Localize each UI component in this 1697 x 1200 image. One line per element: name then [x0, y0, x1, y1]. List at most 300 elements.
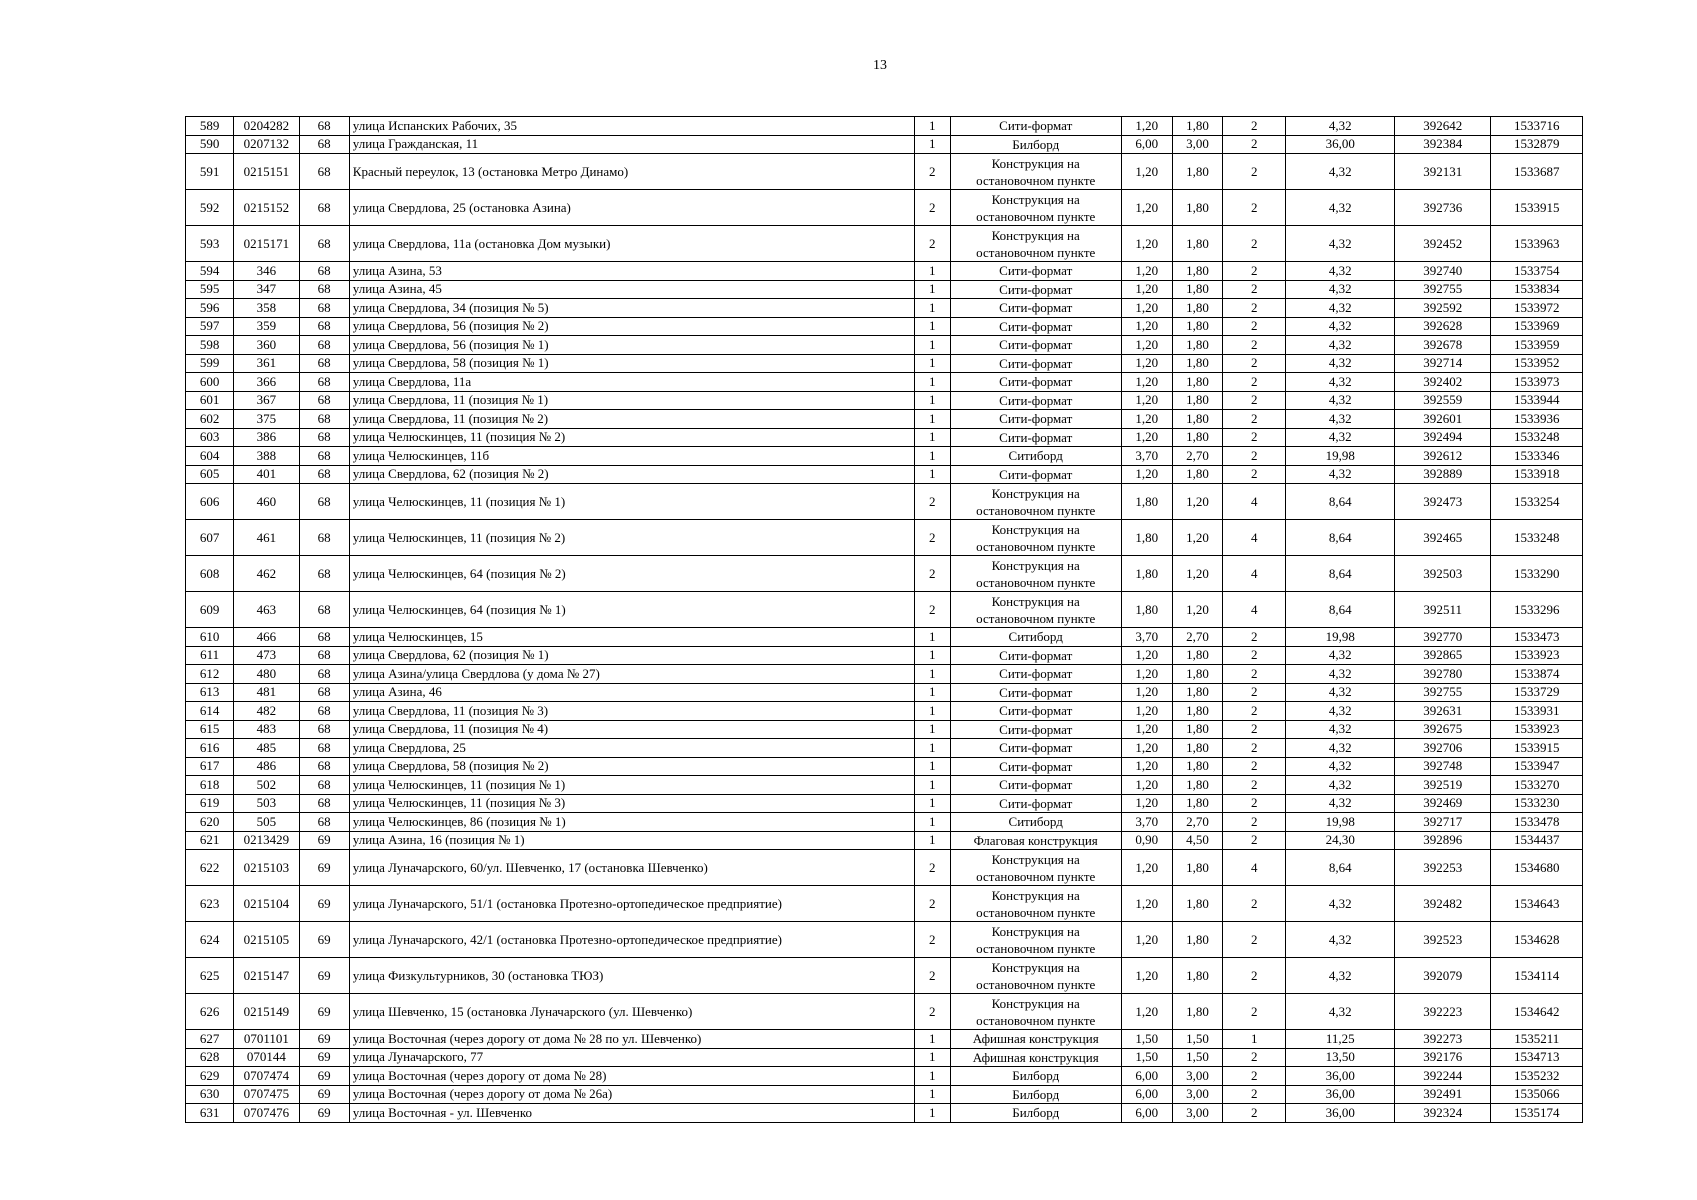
structure-code-cell: 388	[234, 447, 299, 466]
table-row	[186, 886, 1583, 922]
area-cell: 4,32	[1286, 665, 1395, 684]
address-cell: улица Челюскинцев, 64 (позиция № 1)	[349, 592, 914, 628]
district-code-cell: 68	[299, 739, 349, 758]
area-cell: 11,25	[1286, 1030, 1395, 1049]
width-cell: 1,20	[1121, 850, 1172, 886]
width-cell: 1,20	[1121, 154, 1172, 190]
address-cell: улица Свердлова, 25 (остановка Азина)	[349, 190, 914, 226]
x-coordinate-cell: 392176	[1394, 1048, 1490, 1067]
sides-cell: 1	[914, 739, 950, 758]
table-row	[186, 592, 1583, 628]
width-cell: 1,20	[1121, 262, 1172, 281]
area-cell: 19,98	[1286, 447, 1395, 466]
table-row	[186, 262, 1583, 281]
district-code-cell: 68	[299, 776, 349, 795]
y-coordinate-cell: 1533729	[1491, 683, 1583, 702]
row-number-cell: 616	[186, 739, 234, 758]
address-cell: улица Свердлова, 11а (остановка Дом музыки)	[349, 226, 914, 262]
height-cell: 1,80	[1172, 154, 1222, 190]
table-row	[186, 354, 1583, 373]
row-number-cell: 619	[186, 794, 234, 813]
structure-type-cell: Сити-формат	[950, 776, 1121, 795]
width-cell: 1,20	[1121, 958, 1172, 994]
structure-code-cell: 346	[234, 262, 299, 281]
district-code-cell: 68	[299, 556, 349, 592]
structure-code-cell: 462	[234, 556, 299, 592]
district-code-cell: 68	[299, 428, 349, 447]
height-cell: 3,00	[1172, 1085, 1222, 1104]
structure-type-cell: Билборд	[950, 135, 1121, 154]
district-code-cell: 69	[299, 1030, 349, 1049]
structure-code-cell: 359	[234, 317, 299, 336]
height-cell: 1,20	[1172, 556, 1222, 592]
height-cell: 1,80	[1172, 465, 1222, 484]
structure-type-cell: Сити-формат	[950, 739, 1121, 758]
row-number-cell: 591	[186, 154, 234, 190]
y-coordinate-cell: 1533918	[1491, 465, 1583, 484]
height-cell: 1,80	[1172, 665, 1222, 684]
area-cell: 4,32	[1286, 354, 1395, 373]
structure-type-cell: Конструкция на остановочном пункте	[950, 886, 1121, 922]
sides-cell: 1	[914, 1048, 950, 1067]
table-row	[186, 190, 1583, 226]
structure-code-cell: 0215151	[234, 154, 299, 190]
address-cell: улица Челюскинцев, 11 (позиция № 2)	[349, 428, 914, 447]
x-coordinate-cell: 392770	[1394, 628, 1490, 647]
structure-code-cell: 0215147	[234, 958, 299, 994]
structure-type-cell: Ситиборд	[950, 813, 1121, 832]
sides-cell: 2	[914, 850, 950, 886]
y-coordinate-cell: 1533834	[1491, 280, 1583, 299]
sides-cell: 1	[914, 813, 950, 832]
sides-cell: 2	[914, 958, 950, 994]
surface-count-cell: 2	[1223, 628, 1286, 647]
y-coordinate-cell: 1533248	[1491, 428, 1583, 447]
area-cell: 19,98	[1286, 628, 1395, 647]
surface-count-cell: 2	[1223, 447, 1286, 466]
x-coordinate-cell: 392612	[1394, 447, 1490, 466]
table-row	[186, 958, 1583, 994]
width-cell: 1,80	[1121, 520, 1172, 556]
address-cell: улица Свердлова, 34 (позиция № 5)	[349, 299, 914, 318]
width-cell: 6,00	[1121, 1085, 1172, 1104]
structure-type-cell: Конструкция на остановочном пункте	[950, 850, 1121, 886]
height-cell: 1,50	[1172, 1048, 1222, 1067]
district-code-cell: 68	[299, 299, 349, 318]
sides-cell: 1	[914, 354, 950, 373]
width-cell: 1,20	[1121, 922, 1172, 958]
structure-code-cell: 0215103	[234, 850, 299, 886]
width-cell: 1,20	[1121, 886, 1172, 922]
row-number-cell: 608	[186, 556, 234, 592]
structure-type-cell: Сити-формат	[950, 646, 1121, 665]
surface-count-cell: 1	[1223, 1030, 1286, 1049]
structure-code-cell: 0215149	[234, 994, 299, 1030]
x-coordinate-cell: 392865	[1394, 646, 1490, 665]
x-coordinate-cell: 392706	[1394, 739, 1490, 758]
structure-type-cell: Конструкция на остановочном пункте	[950, 958, 1121, 994]
district-code-cell: 68	[299, 484, 349, 520]
address-cell: улица Челюскинцев, 11 (позиция № 1)	[349, 776, 914, 795]
table-row	[186, 556, 1583, 592]
area-cell: 19,98	[1286, 813, 1395, 832]
table-row	[186, 1085, 1583, 1104]
address-cell: улица Челюскинцев, 11 (позиция № 3)	[349, 794, 914, 813]
height-cell: 1,80	[1172, 317, 1222, 336]
width-cell: 1,20	[1121, 702, 1172, 721]
height-cell: 2,70	[1172, 813, 1222, 832]
structure-type-cell: Билборд	[950, 1067, 1121, 1086]
x-coordinate-cell: 392780	[1394, 665, 1490, 684]
area-cell: 36,00	[1286, 1067, 1395, 1086]
structure-type-cell: Конструкция на остановочном пункте	[950, 190, 1121, 226]
x-coordinate-cell: 392452	[1394, 226, 1490, 262]
x-coordinate-cell: 392273	[1394, 1030, 1490, 1049]
width-cell: 1,20	[1121, 117, 1172, 136]
width-cell: 3,70	[1121, 813, 1172, 832]
structure-type-cell: Билборд	[950, 1085, 1121, 1104]
table-row	[186, 117, 1583, 136]
row-number-cell: 628	[186, 1048, 234, 1067]
district-code-cell: 68	[299, 794, 349, 813]
x-coordinate-cell: 392678	[1394, 336, 1490, 355]
structure-type-cell: Сити-формат	[950, 702, 1121, 721]
area-cell: 4,32	[1286, 720, 1395, 739]
y-coordinate-cell: 1533473	[1491, 628, 1583, 647]
table-row	[186, 813, 1583, 832]
district-code-cell: 68	[299, 465, 349, 484]
area-cell: 4,32	[1286, 465, 1395, 484]
address-cell: улица Азина/улица Свердлова (у дома № 27)	[349, 665, 914, 684]
height-cell: 1,80	[1172, 354, 1222, 373]
address-cell: улица Азина, 46	[349, 683, 914, 702]
table-row	[186, 720, 1583, 739]
structure-type-cell: Билборд	[950, 1104, 1121, 1123]
table-row	[186, 1030, 1583, 1049]
width-cell: 1,20	[1121, 373, 1172, 392]
structure-code-cell: 486	[234, 757, 299, 776]
table-row	[186, 702, 1583, 721]
structure-type-cell: Сити-формат	[950, 373, 1121, 392]
district-code-cell: 68	[299, 646, 349, 665]
structure-code-cell: 401	[234, 465, 299, 484]
address-cell: улица Азина, 45	[349, 280, 914, 299]
y-coordinate-cell: 1533290	[1491, 556, 1583, 592]
surface-count-cell: 2	[1223, 317, 1286, 336]
structure-code-cell: 0707475	[234, 1085, 299, 1104]
district-code-cell: 69	[299, 1085, 349, 1104]
x-coordinate-cell: 392503	[1394, 556, 1490, 592]
y-coordinate-cell: 1533923	[1491, 720, 1583, 739]
y-coordinate-cell: 1534114	[1491, 958, 1583, 994]
x-coordinate-cell: 392628	[1394, 317, 1490, 336]
district-code-cell: 68	[299, 410, 349, 429]
width-cell: 0,90	[1121, 831, 1172, 850]
structure-type-cell: Сити-формат	[950, 428, 1121, 447]
area-cell: 4,32	[1286, 317, 1395, 336]
y-coordinate-cell: 1533973	[1491, 373, 1583, 392]
district-code-cell: 68	[299, 447, 349, 466]
address-cell: улица Свердлова, 62 (позиция № 2)	[349, 465, 914, 484]
surface-count-cell: 2	[1223, 794, 1286, 813]
district-code-cell: 69	[299, 1067, 349, 1086]
structure-code-cell: 0707476	[234, 1104, 299, 1123]
x-coordinate-cell: 392736	[1394, 190, 1490, 226]
structure-code-cell: 0215152	[234, 190, 299, 226]
area-cell: 24,30	[1286, 831, 1395, 850]
width-cell: 1,20	[1121, 720, 1172, 739]
width-cell: 3,70	[1121, 628, 1172, 647]
surface-count-cell: 4	[1223, 592, 1286, 628]
structure-type-cell: Конструкция на остановочном пункте	[950, 154, 1121, 190]
sides-cell: 1	[914, 336, 950, 355]
table-row	[186, 391, 1583, 410]
width-cell: 1,50	[1121, 1048, 1172, 1067]
area-cell: 4,32	[1286, 226, 1395, 262]
height-cell: 1,80	[1172, 646, 1222, 665]
surface-count-cell: 4	[1223, 850, 1286, 886]
x-coordinate-cell: 392511	[1394, 592, 1490, 628]
structure-code-cell: 070144	[234, 1048, 299, 1067]
district-code-cell: 69	[299, 1104, 349, 1123]
table-row	[186, 794, 1583, 813]
x-coordinate-cell: 392675	[1394, 720, 1490, 739]
width-cell: 1,20	[1121, 354, 1172, 373]
surface-count-cell: 2	[1223, 683, 1286, 702]
height-cell: 4,50	[1172, 831, 1222, 850]
x-coordinate-cell: 392889	[1394, 465, 1490, 484]
x-coordinate-cell: 392714	[1394, 354, 1490, 373]
x-coordinate-cell: 392896	[1394, 831, 1490, 850]
surface-count-cell: 4	[1223, 484, 1286, 520]
table-row	[186, 757, 1583, 776]
y-coordinate-cell: 1534642	[1491, 994, 1583, 1030]
district-code-cell: 68	[299, 520, 349, 556]
district-code-cell: 68	[299, 592, 349, 628]
y-coordinate-cell: 1533947	[1491, 757, 1583, 776]
area-cell: 36,00	[1286, 1104, 1395, 1123]
surface-count-cell: 2	[1223, 665, 1286, 684]
x-coordinate-cell: 392494	[1394, 428, 1490, 447]
x-coordinate-cell: 392740	[1394, 262, 1490, 281]
x-coordinate-cell: 392592	[1394, 299, 1490, 318]
sides-cell: 1	[914, 410, 950, 429]
x-coordinate-cell: 392601	[1394, 410, 1490, 429]
row-number-cell: 595	[186, 280, 234, 299]
address-cell: улица Восточная - ул. Шевченко	[349, 1104, 914, 1123]
row-number-cell: 617	[186, 757, 234, 776]
structure-type-cell: Сити-формат	[950, 317, 1121, 336]
structure-code-cell: 0215104	[234, 886, 299, 922]
row-number-cell: 629	[186, 1067, 234, 1086]
structure-type-cell: Конструкция на остановочном пункте	[950, 556, 1121, 592]
district-code-cell: 68	[299, 354, 349, 373]
table-row	[186, 739, 1583, 758]
address-cell: улица Свердлова, 11 (позиция № 2)	[349, 410, 914, 429]
x-coordinate-cell: 392402	[1394, 373, 1490, 392]
structure-type-cell: Сити-формат	[950, 280, 1121, 299]
width-cell: 1,20	[1121, 428, 1172, 447]
y-coordinate-cell: 1533874	[1491, 665, 1583, 684]
structure-type-cell: Конструкция на остановочном пункте	[950, 484, 1121, 520]
row-number-cell: 611	[186, 646, 234, 665]
structure-type-cell: Сити-формат	[950, 391, 1121, 410]
height-cell: 1,80	[1172, 280, 1222, 299]
area-cell: 4,32	[1286, 886, 1395, 922]
row-number-cell: 603	[186, 428, 234, 447]
structure-code-cell: 361	[234, 354, 299, 373]
width-cell: 1,20	[1121, 776, 1172, 795]
district-code-cell: 68	[299, 336, 349, 355]
sides-cell: 2	[914, 592, 950, 628]
height-cell: 1,80	[1172, 428, 1222, 447]
height-cell: 1,80	[1172, 739, 1222, 758]
district-code-cell: 68	[299, 757, 349, 776]
table-row	[186, 1104, 1583, 1123]
area-cell: 4,32	[1286, 922, 1395, 958]
sides-cell: 1	[914, 135, 950, 154]
structure-type-cell: Сити-формат	[950, 665, 1121, 684]
sides-cell: 1	[914, 428, 950, 447]
district-code-cell: 68	[299, 280, 349, 299]
surface-count-cell: 2	[1223, 465, 1286, 484]
sides-cell: 2	[914, 556, 950, 592]
table-row	[186, 154, 1583, 190]
structure-code-cell: 473	[234, 646, 299, 665]
surface-count-cell: 2	[1223, 958, 1286, 994]
y-coordinate-cell: 1533296	[1491, 592, 1583, 628]
y-coordinate-cell: 1535232	[1491, 1067, 1583, 1086]
height-cell: 2,70	[1172, 628, 1222, 647]
address-cell: улица Восточная (через дорогу от дома № 26а)	[349, 1085, 914, 1104]
structure-code-cell: 461	[234, 520, 299, 556]
page-number: 13	[873, 58, 887, 73]
sides-cell: 1	[914, 373, 950, 392]
structure-type-cell: Сити-формат	[950, 465, 1121, 484]
y-coordinate-cell: 1533972	[1491, 299, 1583, 318]
surface-count-cell: 2	[1223, 739, 1286, 758]
address-cell: улица Шевченко, 15 (остановка Луначарского (ул. Шевченко)	[349, 994, 914, 1030]
area-cell: 8,64	[1286, 484, 1395, 520]
table-row	[186, 683, 1583, 702]
height-cell: 1,50	[1172, 1030, 1222, 1049]
table-row	[186, 831, 1583, 850]
address-cell: улица Испанских Рабочих, 35	[349, 117, 914, 136]
sides-cell: 1	[914, 262, 950, 281]
surface-count-cell: 2	[1223, 226, 1286, 262]
address-cell: улица Восточная (через дорогу от дома № 28 по ул. Шевченко)	[349, 1030, 914, 1049]
table-row	[186, 484, 1583, 520]
structure-code-cell: 0701101	[234, 1030, 299, 1049]
surface-count-cell: 2	[1223, 886, 1286, 922]
x-coordinate-cell: 392473	[1394, 484, 1490, 520]
height-cell: 1,20	[1172, 484, 1222, 520]
y-coordinate-cell: 1535211	[1491, 1030, 1583, 1049]
row-number-cell: 618	[186, 776, 234, 795]
y-coordinate-cell: 1533936	[1491, 410, 1583, 429]
surface-count-cell: 2	[1223, 428, 1286, 447]
surface-count-cell: 2	[1223, 757, 1286, 776]
sides-cell: 2	[914, 886, 950, 922]
height-cell: 1,80	[1172, 299, 1222, 318]
y-coordinate-cell: 1533478	[1491, 813, 1583, 832]
sides-cell: 1	[914, 391, 950, 410]
address-cell: улица Челюскинцев, 64 (позиция № 2)	[349, 556, 914, 592]
height-cell: 1,80	[1172, 922, 1222, 958]
width-cell: 1,20	[1121, 665, 1172, 684]
area-cell: 4,32	[1286, 702, 1395, 721]
table-row	[186, 299, 1583, 318]
sides-cell: 1	[914, 317, 950, 336]
area-cell: 8,64	[1286, 850, 1395, 886]
sides-cell: 1	[914, 665, 950, 684]
height-cell: 1,80	[1172, 410, 1222, 429]
address-cell: улица Луначарского, 42/1 (остановка Протезно-ортопедическое предприятие)	[349, 922, 914, 958]
y-coordinate-cell: 1535066	[1491, 1085, 1583, 1104]
area-cell: 4,32	[1286, 739, 1395, 758]
district-code-cell: 68	[299, 813, 349, 832]
structure-code-cell: 505	[234, 813, 299, 832]
surface-count-cell: 2	[1223, 391, 1286, 410]
district-code-cell: 69	[299, 994, 349, 1030]
table-row	[186, 336, 1583, 355]
district-code-cell: 69	[299, 1048, 349, 1067]
x-coordinate-cell: 392384	[1394, 135, 1490, 154]
structure-code-cell: 463	[234, 592, 299, 628]
sides-cell: 1	[914, 757, 950, 776]
surface-count-cell: 2	[1223, 299, 1286, 318]
width-cell: 1,20	[1121, 994, 1172, 1030]
y-coordinate-cell: 1533687	[1491, 154, 1583, 190]
row-number-cell: 600	[186, 373, 234, 392]
structure-code-cell: 358	[234, 299, 299, 318]
height-cell: 1,20	[1172, 520, 1222, 556]
table-row	[186, 317, 1583, 336]
x-coordinate-cell: 392631	[1394, 702, 1490, 721]
surface-count-cell: 2	[1223, 280, 1286, 299]
area-cell: 4,32	[1286, 794, 1395, 813]
structure-type-cell: Сити-формат	[950, 683, 1121, 702]
area-cell: 36,00	[1286, 135, 1395, 154]
surface-count-cell: 2	[1223, 117, 1286, 136]
address-cell: улица Восточная (через дорогу от дома № 28)	[349, 1067, 914, 1086]
sides-cell: 1	[914, 628, 950, 647]
area-cell: 8,64	[1286, 592, 1395, 628]
x-coordinate-cell: 392469	[1394, 794, 1490, 813]
address-cell: улица Свердлова, 58 (позиция № 1)	[349, 354, 914, 373]
sides-cell: 1	[914, 794, 950, 813]
row-number-cell: 631	[186, 1104, 234, 1123]
address-cell: улица Свердлова, 11а	[349, 373, 914, 392]
width-cell: 1,80	[1121, 484, 1172, 520]
structure-code-cell: 460	[234, 484, 299, 520]
address-cell: улица Луначарского, 60/ул. Шевченко, 17 (остановка Шевченко)	[349, 850, 914, 886]
advertising-structures-table	[185, 116, 1583, 1123]
table-row	[186, 410, 1583, 429]
width-cell: 1,20	[1121, 465, 1172, 484]
x-coordinate-cell: 392755	[1394, 683, 1490, 702]
height-cell: 3,00	[1172, 1104, 1222, 1123]
width-cell: 1,20	[1121, 757, 1172, 776]
width-cell: 1,20	[1121, 410, 1172, 429]
row-number-cell: 596	[186, 299, 234, 318]
width-cell: 1,50	[1121, 1030, 1172, 1049]
width-cell: 1,20	[1121, 299, 1172, 318]
surface-count-cell: 2	[1223, 354, 1286, 373]
table-row	[186, 1048, 1583, 1067]
width-cell: 3,70	[1121, 447, 1172, 466]
x-coordinate-cell: 392223	[1394, 994, 1490, 1030]
